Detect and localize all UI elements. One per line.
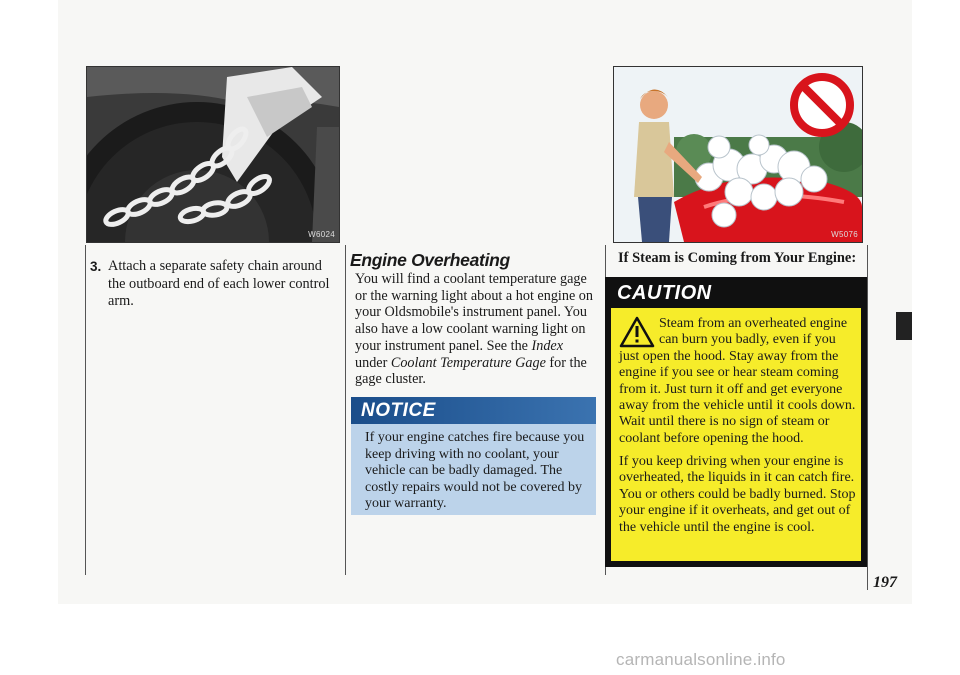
chain-tire-image (87, 67, 339, 242)
index-ref: Index (531, 337, 564, 354)
steam-warning-illustration (613, 66, 863, 243)
figure-code-right: W5076 (831, 230, 858, 239)
caution-paragraph-2: If you keep driving when your engine is overheated, the liquids in it can catch fire. You or others could be badly burned. Stop your engine if it overheats, and get out of the vehicle until the engine is cool. (619, 454, 856, 535)
step-3 (90, 258, 340, 311)
notice-text: If your engine catches fire because you keep driving with no coolant, your vehicle can be badly damaged. The costly repairs would not be covered by your warranty. (365, 430, 585, 511)
caution-paragraph-1 (619, 316, 857, 447)
divider-far-right (867, 245, 868, 590)
caution-text-1: Steam from an overheated engine can burn you badly, even if you just open the hood. Stay away from the engine if you see or hear steam coming from it. Just turn it off and get everyone away from the vehicle until it cools down. Wait until there is no sign of steam or coolant before opening the hood. (619, 316, 856, 446)
steam-heading: If Steam is Coming from Your Engine: (618, 250, 857, 266)
steaming-engine-image (614, 67, 862, 242)
caution-label: CAUTION (617, 282, 712, 304)
figure-code-left: W6024 (308, 230, 335, 239)
notice-label: NOTICE (361, 400, 436, 421)
step-text: Attach a separate safety chain around the outboard end of each lower control arm. (108, 258, 330, 309)
coolant-gage-ref: Coolant Temperature Gage (390, 354, 546, 371)
warning-triangle-icon (619, 316, 655, 348)
under-word: under (355, 354, 388, 371)
section-tab-marker (896, 312, 912, 340)
notice-box (351, 397, 596, 515)
page-number: 197 (873, 574, 897, 591)
notice-header (351, 397, 596, 424)
overheating-paragraph (355, 271, 595, 388)
caution-box (605, 277, 867, 567)
safety-chain-illustration (86, 66, 340, 243)
caution-body (611, 308, 861, 561)
watermark: carmanualsonline.info (616, 650, 786, 669)
step-number: 3. (90, 259, 102, 274)
para-text: You will find a coolant temperature gage or the warning light about a hot engine on your Oldsmobile's instrument panel. You also have a low coolant warning light on your instrument panel. See the (355, 271, 593, 354)
para-end: for the gage cluster. (355, 354, 587, 388)
divider-middle (345, 245, 346, 575)
divider-left (85, 245, 86, 575)
section-title: Engine Overheating (350, 250, 510, 270)
